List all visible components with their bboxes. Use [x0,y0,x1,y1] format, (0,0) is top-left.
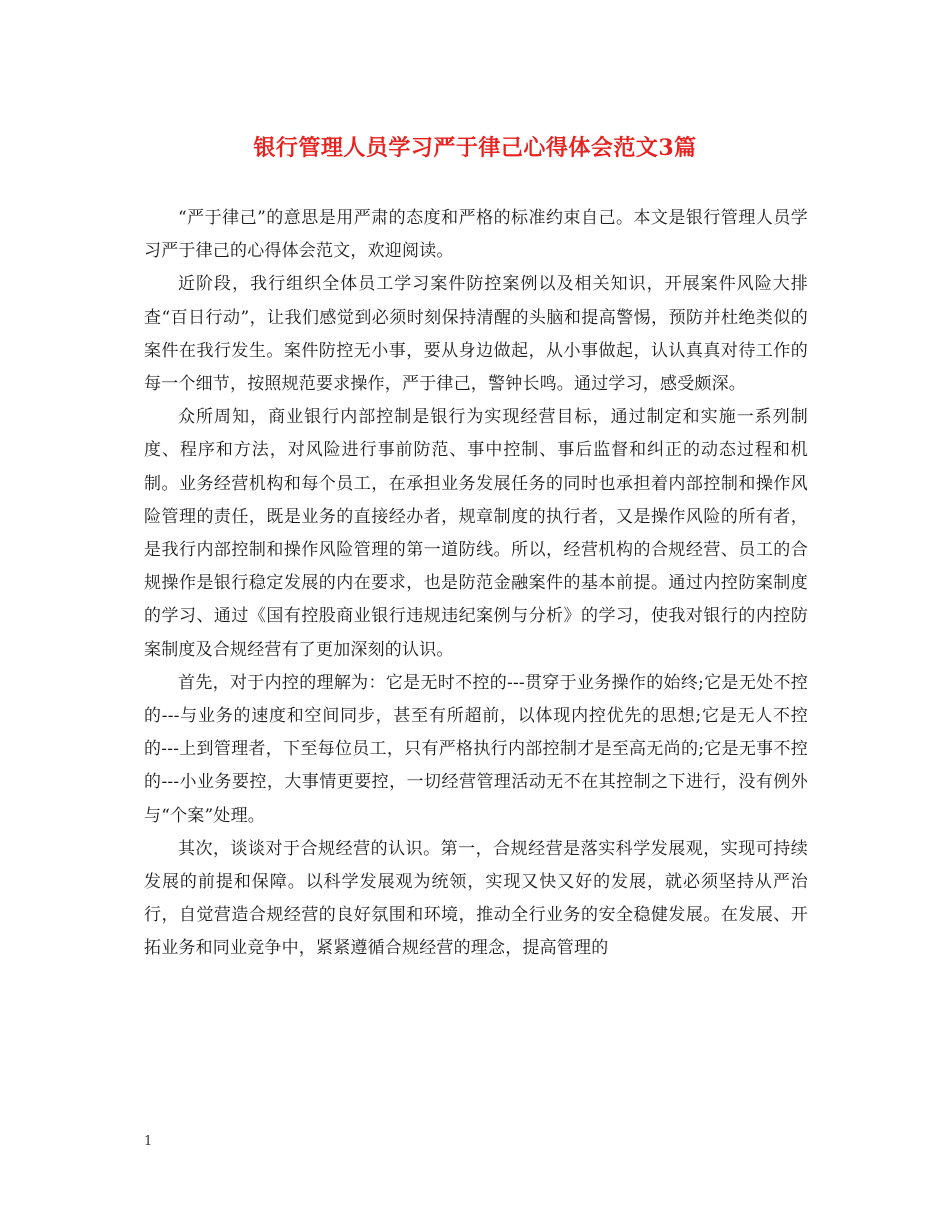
paragraph-internal-control: 众所周知，商业银行内部控制是银行为实现经营目标，通过制定和实施一系列制度、程序和方法，对风险进行事前防范、事中控制、事后监督和纠正的动态过程和机制。业务经营机构和每个员工，在承担业务发展任务的同时也承担着内部控制和操作风险管理的责任，既是业务的直接经办者，规章制度的执行者，又是操作风险的所有者，是我行内部控制和操作风险管理的第一道防线。所以，经营机构的合规经营、员工的合规操作是银行稳定发展的内在要求，也是防范金融案件的基本前提。通过内控防案制度的学习、通过《国有控股商业银行违规违纪案例与分析》的学习，使我对银行的内控防案制度及合规经营有了更加深刻的认识。 [144,407,808,660]
paragraph-case-prevention: 近阶段，我行组织全体员工学习案件防控案例以及相关知识，开展案件风险大排查“百日行动”，让我们感觉到必须时刻保持清醒的头脑和提高警惕，预防并杜绝类似的案件在我行发生。案件防控无小事，要从身边做起，从小事做起，认认真真对待工作的每一个细节，按照规范要求操作，严于律己，警钟长鸣。通过学习，感受颇深。 [144,274,808,395]
document-title: 银行管理人员学习严于律己心得体会范文3篇 [253,135,697,161]
paragraph-compliance: 其次，谈谈对于合规经营的认识。第一，合规经营是落实科学发展观，实现可持续发展的前提和保障。以科学发展观为统领，实现又快又好的发展，就必须坚持从严治行，自觉营造合规经营的良好氛围和环境，推动全行业务的安全稳健发展。在发展、开拓业务和同业竞争中，紧紧遵循合规经营的理念，提高管理的 [144,838,808,959]
page-number: 1 [144,1134,153,1149]
paragraph-intro: “严于律己”的意思是用严肃的态度和严格的标准约束自己。本文是银行管理人员学习严于律己的心得体会范文，欢迎阅读。 [144,208,808,262]
document-body [144,202,808,966]
paragraph-control-understanding: 首先，对于内控的理解为：它是无时不控的---贯穿于业务操作的始终;它是无处不控的---与业务的速度和空间同步，甚至有所超前，以体现内控优先的思想;它是无人不控的---上到管理者，下至每位员工，只有严格执行内部控制才是至高无尚的;它是无事不控的---小业务要控，大事情更要控，一切经营管理活动无不在其控制之下进行，没有例外与“个案”处理。 [144,672,808,826]
